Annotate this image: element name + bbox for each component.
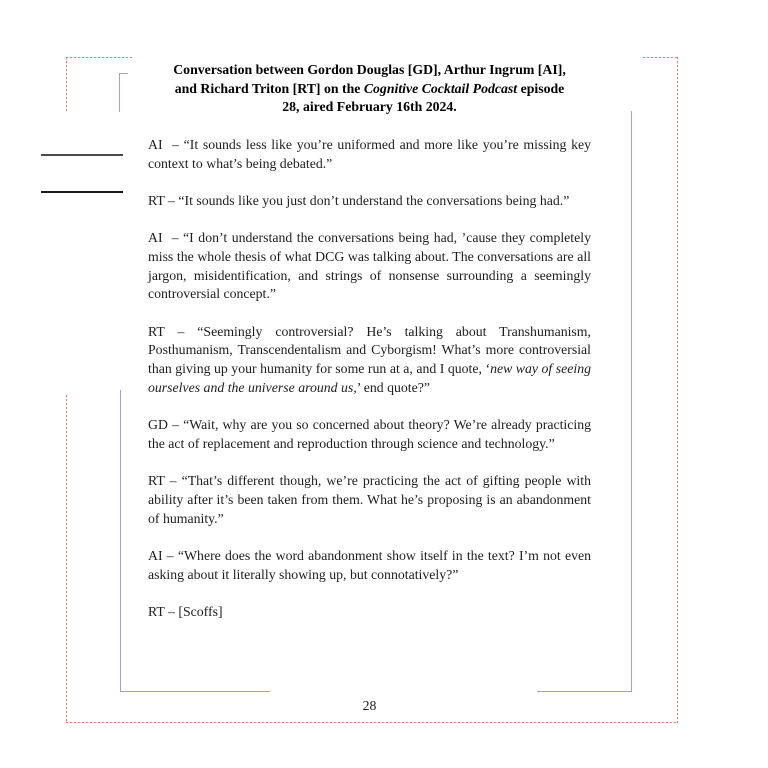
text-frame-bottom-left-foot xyxy=(120,691,270,692)
quoted-phrase-italic: new way of seeing ourselves and the universe around us, xyxy=(148,361,591,395)
page-number: 28 xyxy=(362,698,377,713)
title-line-1: Conversation between Gordon Douglas [GD], Arthur Ingrum [AI], xyxy=(173,62,566,77)
text-frame-right-edge xyxy=(631,111,632,691)
paragraph-ai-3: AI – “Where does the word abandonment show itself in the text? I’m not even asking about it literally showing up, but connotatively?” xyxy=(148,548,591,582)
paragraph-gd-1: GD – “Wait, why are you so concerned about theory? We’re already practicing the act of replacement and reproduction through science and technology.” xyxy=(148,417,591,451)
title-line-2: and Richard Triton [RT] on the Cognitive Cocktail Podcast episode xyxy=(174,80,565,96)
text-frame-left-edge xyxy=(120,390,121,691)
title-line-3: 28, aired February 16th 2024. xyxy=(282,99,457,115)
left-margin-rule-top xyxy=(41,154,123,156)
paragraph-ai-2: AI – “I don’t understand the conversations being had, ’cause they completely miss the whole thesis of what DCG was talking about. The conversations are all jargon, misidentification, and strings of nonsense surrounding a seemingly controversial concept.” xyxy=(148,230,591,302)
margin-guide-right xyxy=(677,57,678,723)
paragraph-ai-1: AI – “It sounds less like you’re uniformed and more like you’re missing key context to what’s being debated.” xyxy=(148,136,591,171)
paragraph-rt-3: RT – “That’s different though, we’re practicing the act of gifting people with ability after it’s been taken from them. What he’s proposing is an abandonment of humanity.” xyxy=(148,473,591,526)
text-frame-corner-top-left-vertical xyxy=(119,73,120,112)
text-frame-bottom-right-foot xyxy=(537,691,632,692)
transcript-text-block xyxy=(148,61,591,622)
podcast-name-italic: Cognitive Cocktail Podcast xyxy=(363,80,518,96)
margin-guide-left-upper xyxy=(66,57,67,112)
paragraph-rt-2: RT – “Seemingly controversial? He’s talking about Transhumanism, Posthumanism, Transcendentalism and Cyborgism! What’s more controversial than giving up your humanity for some run at a, and I quote, ‘new way of seeing ourselves and the universe around us,’ end quote?” xyxy=(148,323,591,395)
paragraph-rt-scoffs: RT – [Scoffs] xyxy=(148,604,223,620)
text-frame-corner-top-left-horizontal xyxy=(119,73,128,74)
paragraph-rt-1: RT – “It sounds like you just don’t understand the conversations being had.” xyxy=(148,192,570,208)
margin-guide-top-left xyxy=(66,57,132,58)
left-margin-rule-bottom xyxy=(41,191,123,193)
margin-guide-bottom xyxy=(66,722,678,723)
margin-guide-left-lower xyxy=(66,395,67,723)
margin-guide-top-right xyxy=(643,57,678,58)
document-title xyxy=(148,61,591,117)
